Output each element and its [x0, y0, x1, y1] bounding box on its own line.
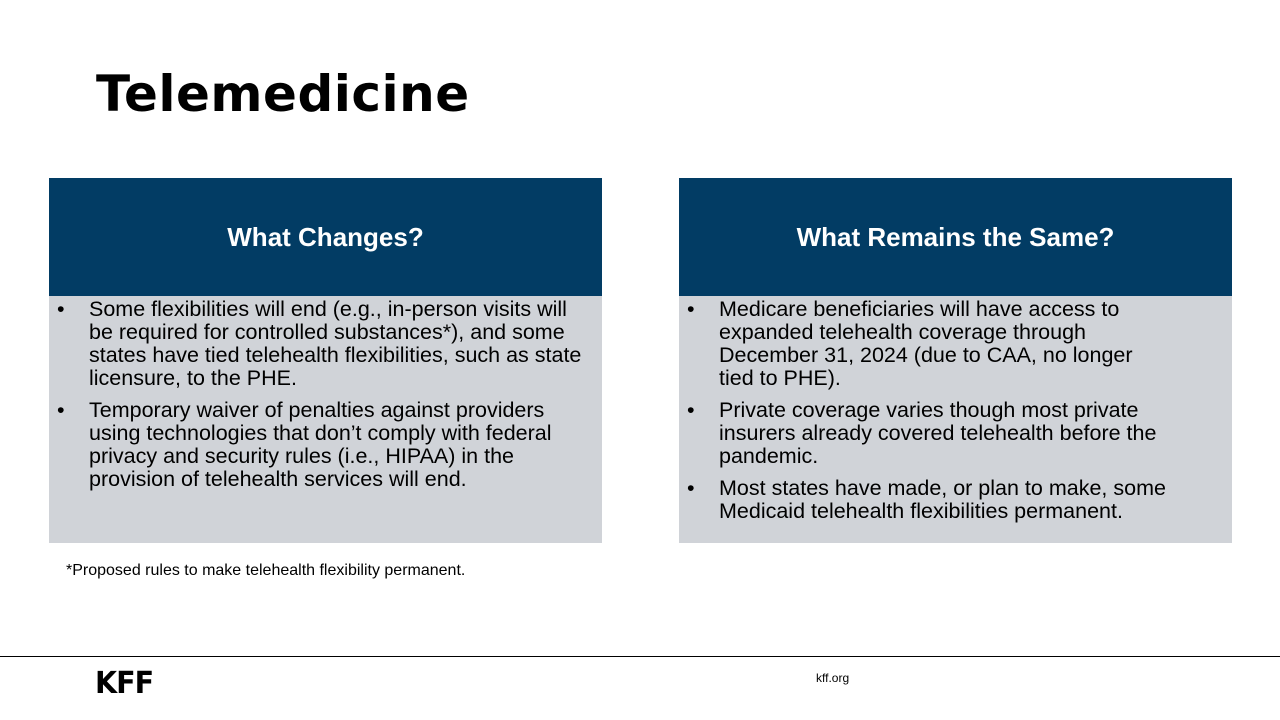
- panel-body: [679, 296, 1232, 543]
- bullet-text: Medicare beneficiaries will have access to expanded telehealth coverage through December 31, 2024 (due to CAA, no longer tied to PHE).: [719, 297, 1133, 390]
- bullet-item: [685, 399, 1222, 468]
- bullet-text: Private coverage varies though most private insurers already covered telehealth before the pandemic.: [719, 398, 1157, 468]
- bullet-icon: •: [687, 476, 695, 500]
- kff-logo: KFF: [95, 666, 154, 701]
- slide-title: Telemedicine: [96, 65, 470, 123]
- bullet-icon: •: [57, 398, 65, 422]
- panel-body: [49, 296, 602, 543]
- footnote: *Proposed rules to make telehealth flexibility permanent.: [66, 562, 466, 579]
- bullet-icon: •: [687, 398, 695, 422]
- footer-divider: [0, 656, 1280, 657]
- site-url: kff.org: [816, 671, 850, 685]
- what-changes-panel: [49, 178, 602, 543]
- bullet-text: Temporary waiver of penalties against providers using technologies that don’t comply with federal privacy and security rules (i.e., HIPAA) in the provision of telehealth services will end.: [89, 398, 552, 491]
- what-remains-panel: [679, 178, 1232, 543]
- bullet-icon: •: [687, 297, 695, 321]
- bullet-item: [685, 298, 1222, 390]
- bullet-icon: •: [57, 297, 65, 321]
- panel-heading: What Changes?: [49, 178, 602, 296]
- bullet-item: [55, 298, 592, 390]
- bullet-text: Most states have made, or plan to make, some Medicaid telehealth flexibilities permanent.: [719, 476, 1166, 523]
- bullet-item: [55, 399, 592, 491]
- bullet-text: Some flexibilities will end (e.g., in-person visits will be required for controlled substances*), and some states have tied telehealth flexibilities, such as state licensure, to the PHE.: [89, 297, 582, 390]
- bullet-item: [685, 477, 1222, 523]
- panel-heading: What Remains the Same?: [679, 178, 1232, 296]
